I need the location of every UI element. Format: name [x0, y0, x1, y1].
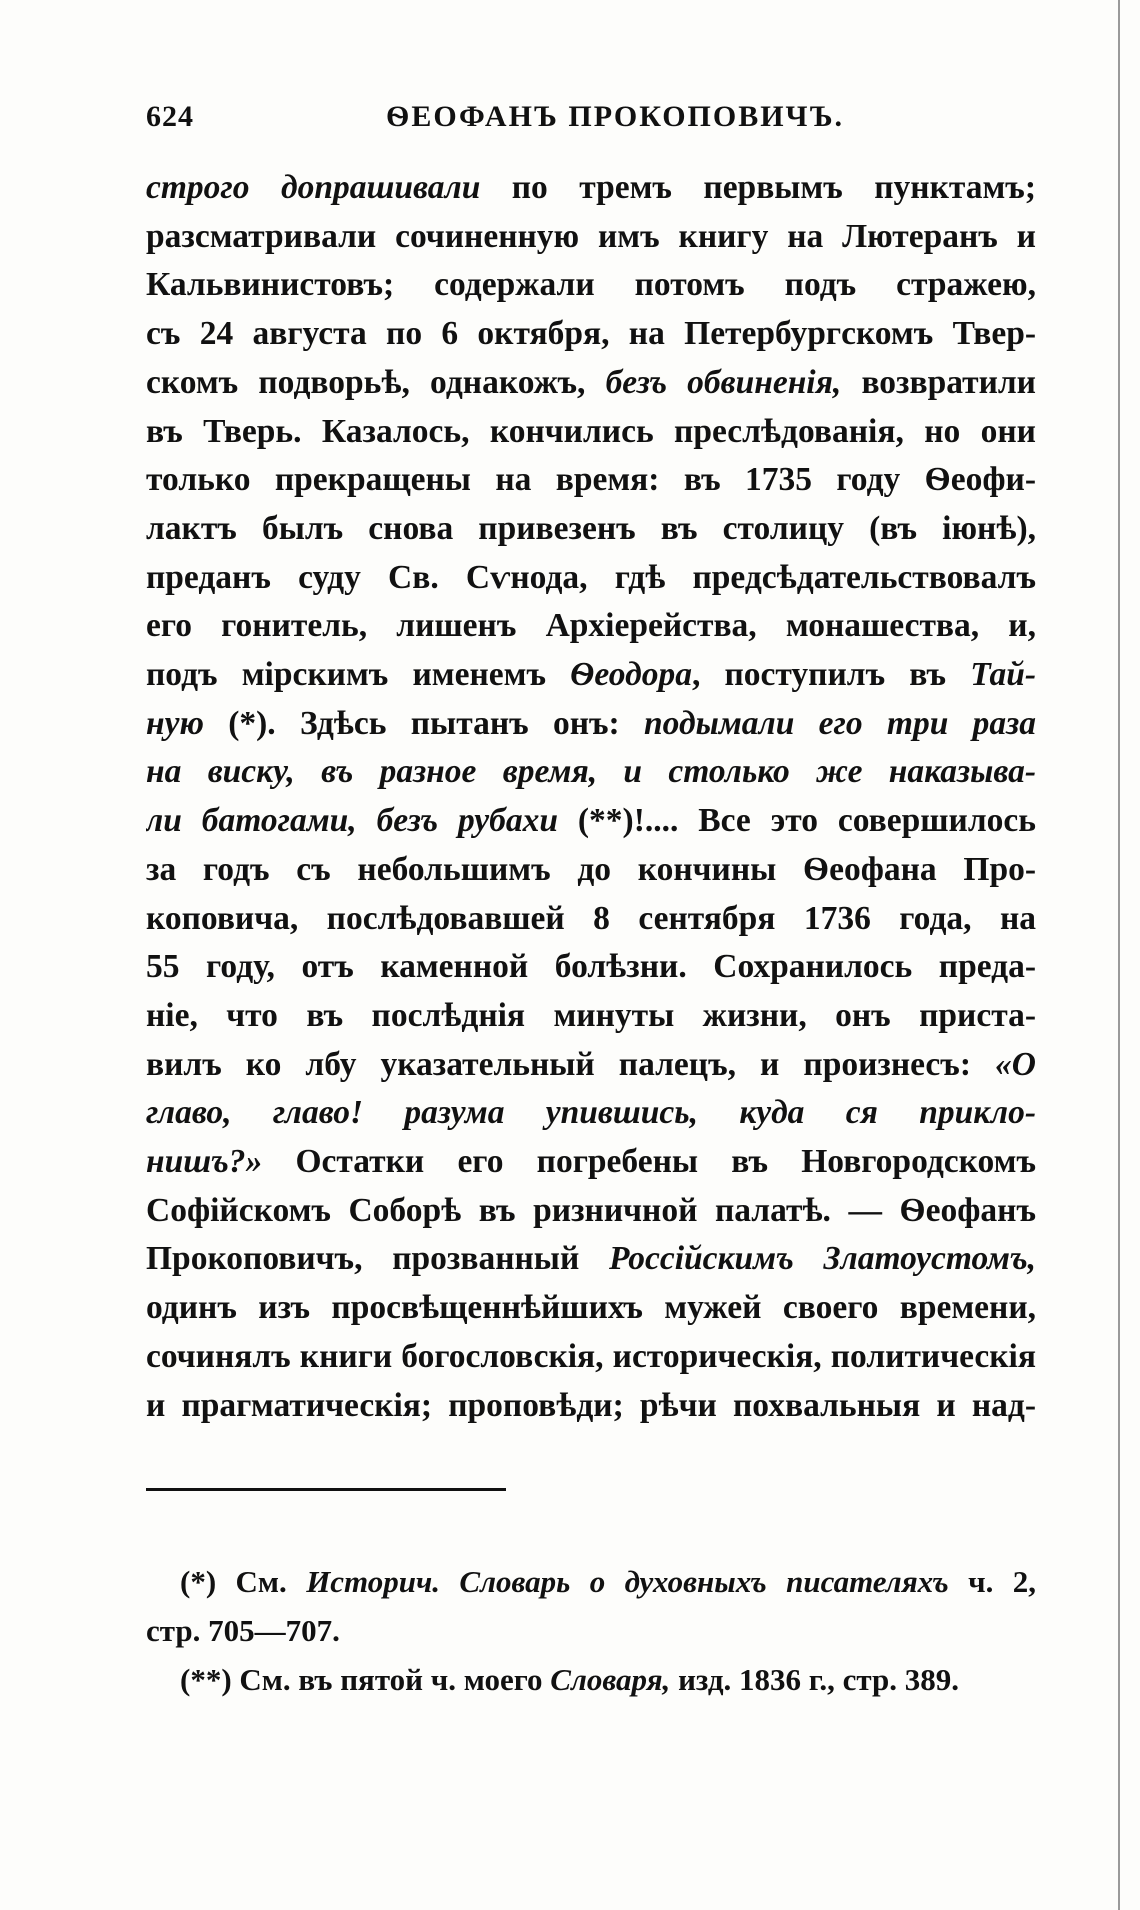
- text-line: [146, 895, 1036, 944]
- italic-run: строго допрашивали: [146, 169, 481, 206]
- text-line: [146, 1041, 1036, 1090]
- text-run: Прокоповичъ, прозванный: [146, 1240, 609, 1278]
- text-run: ніе, что въ послѣднія минуты жизни, онъ приста-: [146, 996, 1036, 1034]
- text-run: съ 24 августа по 6 октября, на Петербургскомъ Твер-: [146, 315, 1036, 353]
- footnotes: [146, 1557, 1036, 1704]
- text-line: [146, 748, 1036, 797]
- text-line: [146, 943, 1036, 992]
- text-run: въ Тверь. Казалось, кончились преслѣдованія, но они: [146, 412, 1036, 450]
- text-run: , поступилъ въ: [691, 656, 971, 694]
- running-head: [146, 100, 1036, 140]
- text-run: преданъ суду Св. Сѵнода, гдѣ предсѣдательствовалъ: [146, 558, 1036, 596]
- text-run: коповича, послѣдовавшей 8 сентября 1736 года, на: [146, 899, 1036, 937]
- text-line: [146, 602, 1036, 651]
- text-line: [146, 505, 1036, 554]
- page-number: 624: [146, 100, 194, 133]
- text-line: [146, 700, 1036, 749]
- text-run: (**) См. въ пятой ч. моего: [180, 1662, 551, 1697]
- italic-run: «О: [995, 1045, 1036, 1083]
- text-run: (*). Здѣсь пытанъ онъ:: [203, 704, 645, 742]
- page-edge: [1118, 0, 1120, 1910]
- text-line: [146, 1333, 1036, 1382]
- text-run: и прагматическія; проповѣди; рѣчи похвальныя и над-: [146, 1386, 1036, 1424]
- text-run: Софійскомъ Соборѣ въ ризничной палатѣ. — Ѳеофанъ: [146, 1191, 1036, 1229]
- text-run: разсматривали сочиненную имъ книгу на Лютеранъ и: [146, 217, 1036, 255]
- text-run: за годъ съ небольшимъ до кончины Ѳеофана Про-: [146, 850, 1036, 888]
- text-line: [146, 992, 1036, 1041]
- italic-run: Тай-: [970, 656, 1036, 694]
- text-line: [146, 359, 1036, 408]
- text-line: [146, 408, 1036, 457]
- text-line: [146, 1382, 1036, 1431]
- text-line: [146, 1235, 1036, 1284]
- text-run: лактъ былъ снова привезенъ въ столицу (въ іюнѣ),: [146, 509, 1036, 547]
- text-run: скомъ подворьѣ, однакожъ,: [146, 363, 606, 401]
- text-line: [146, 1089, 1036, 1138]
- text-line: [146, 1284, 1036, 1333]
- italic-run: на виску, въ разное время, и столько же наказыва-: [146, 753, 1036, 791]
- text-run: ч. 2,: [948, 1564, 1036, 1599]
- footnote-line: [180, 1655, 1036, 1704]
- body-text: [146, 164, 1036, 1430]
- text-line: [146, 261, 1036, 310]
- text-run: изд. 1836 г., стр. 389.: [670, 1662, 959, 1697]
- text-run: Остатки его погребены въ Новгородскомъ: [262, 1143, 1036, 1181]
- italic-run: подымали его три раза: [644, 704, 1036, 742]
- text-run: 55 году, отъ каменной болѣзни. Сохранилось преда-: [146, 948, 1036, 986]
- italic-run: Ѳеодора: [570, 656, 692, 694]
- text-run: (*) См.: [180, 1564, 307, 1599]
- text-run: сочинялъ книги богословскія, историческія, политическія: [146, 1337, 1036, 1375]
- text-line: [146, 164, 1036, 213]
- text-line: [146, 1187, 1036, 1236]
- italic-run: безъ обвиненія,: [605, 363, 842, 401]
- text-run: возвратили: [841, 363, 1036, 401]
- italic-run: Россійскимъ Златоустомъ,: [609, 1240, 1036, 1278]
- text-line: [146, 456, 1036, 505]
- text-run: стр. 705—707.: [146, 1613, 340, 1648]
- footnote-line: [146, 1606, 1036, 1655]
- footnote-line: [180, 1557, 1036, 1606]
- italic-run: Словаря,: [550, 1662, 671, 1697]
- text-line: [146, 213, 1036, 262]
- text-line: [146, 310, 1036, 359]
- text-line: [146, 846, 1036, 895]
- text-line: [146, 554, 1036, 603]
- text-run: по тремъ первымъ пунктамъ;: [480, 169, 1036, 206]
- text-run: только прекращены на время: въ 1735 году Ѳеофи-: [146, 461, 1036, 499]
- text-run: одинъ изъ просвѣщеннѣйшихъ мужей своего времени,: [146, 1289, 1036, 1327]
- italic-run: главо, главо! разума упившись, куда ся прикло-: [146, 1094, 1036, 1132]
- running-title: ѲЕОФАНЪ ПРОКОПОВИЧЪ.: [386, 100, 845, 133]
- text-run: Кальвинистовъ; содержали потомъ подъ стражею,: [146, 266, 1036, 304]
- italic-run: ную: [146, 704, 204, 742]
- italic-run: нишъ?»: [146, 1143, 263, 1181]
- text-line: [146, 797, 1036, 846]
- footnote-separator-rule: [146, 1488, 506, 1491]
- text-run: (**)!.... Все это совершилось: [557, 802, 1036, 840]
- italic-run: ли батогами, безъ рубахи: [146, 802, 558, 840]
- text-run: вилъ ко лбу указательный палецъ, и произнесъ:: [146, 1045, 996, 1083]
- text-run: его гонитель, лишенъ Архіерейства, монашества, и,: [146, 607, 1036, 645]
- text-run: подъ мірскимъ именемъ: [146, 656, 571, 694]
- italic-run: Историч. Словарь о духовныхъ писателяхъ: [306, 1564, 949, 1599]
- text-line: [146, 651, 1036, 700]
- text-line: [146, 1138, 1036, 1187]
